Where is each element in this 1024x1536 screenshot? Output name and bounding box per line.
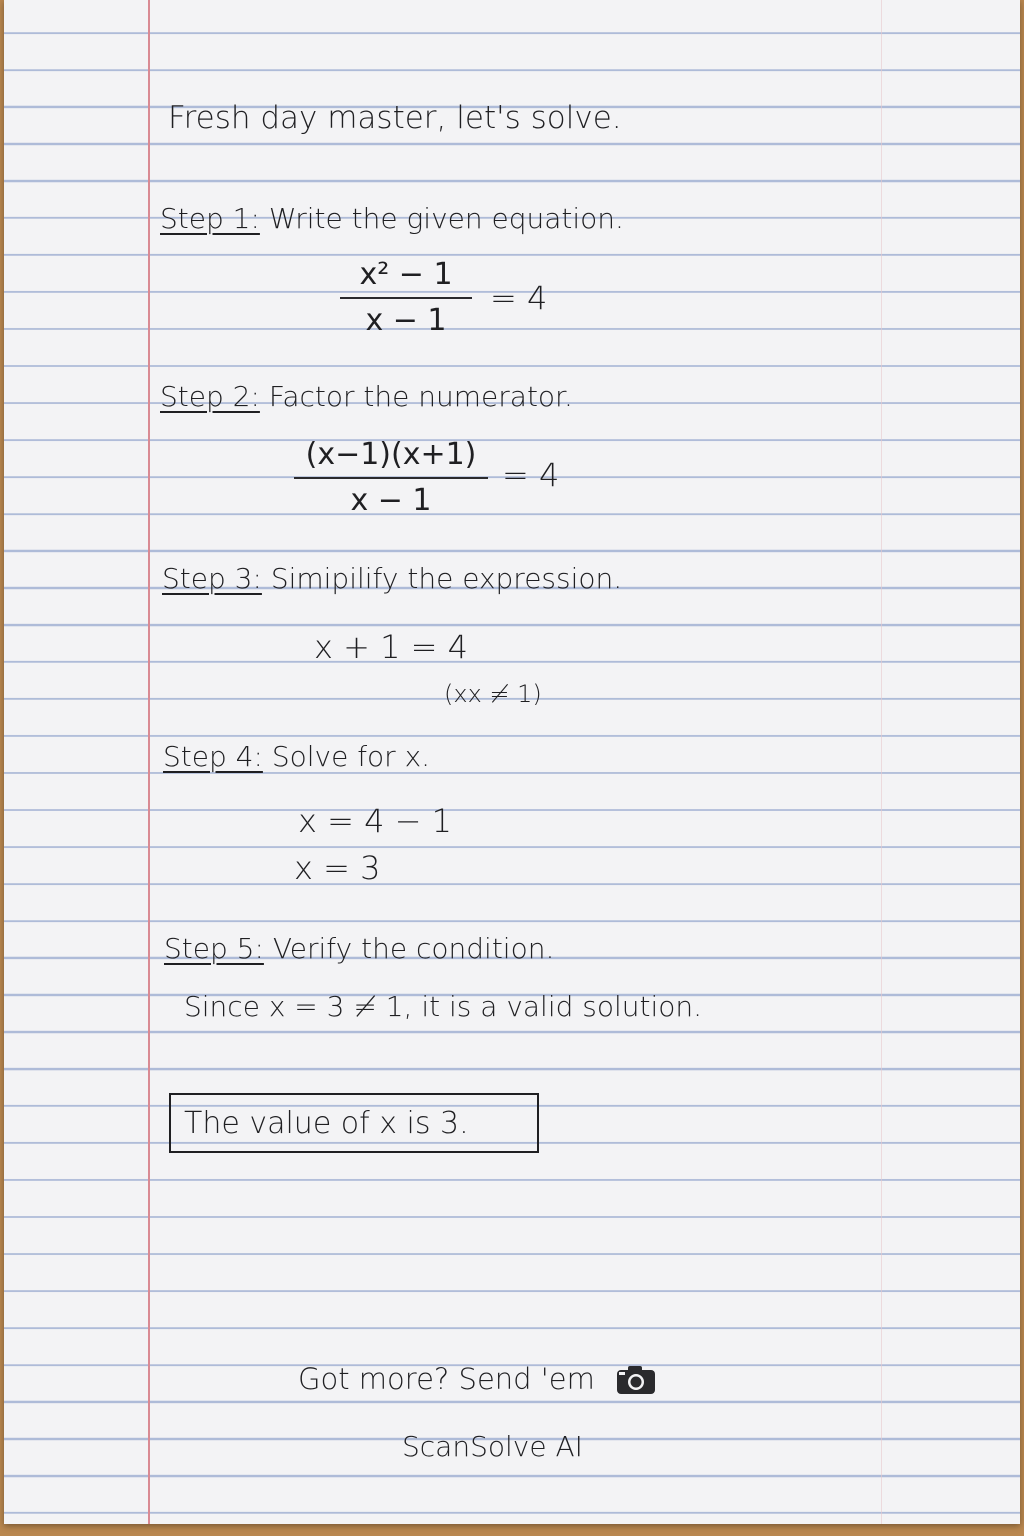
step-2-heading <box>160 380 573 413</box>
step-5-line: Since x = 3 ≠ 1, it is a valid solution. <box>184 990 703 1023</box>
step-1-text: Write the given equation. <box>268 202 624 235</box>
step-2-rhs: = 4 <box>502 456 560 494</box>
brand-name: ScanSolve AI <box>402 1430 583 1463</box>
camera-icon <box>616 1365 656 1395</box>
step-2-denominator: x − 1 <box>350 483 432 518</box>
step-5-label: Step 5: <box>164 932 264 965</box>
step-1-numerator: x² − 1 <box>359 257 453 292</box>
step-2-fraction <box>294 436 488 520</box>
step-3-equation: x + 1 = 4 <box>314 628 468 666</box>
step-3-note: (xx ≠ 1) <box>444 680 542 708</box>
step-1-denominator: x − 1 <box>365 303 447 338</box>
step-2-label: Step 2: <box>160 380 260 413</box>
step-4-heading <box>163 740 430 773</box>
step-3-heading <box>162 562 622 595</box>
step-1-label: Step 1: <box>160 202 260 235</box>
footer-prompt: Got more? Send 'em <box>298 1362 595 1396</box>
greeting: Fresh day master, let's solve. <box>168 100 622 136</box>
step-1-heading <box>160 202 624 235</box>
answer-text: The value of x is 3. <box>184 1106 469 1141</box>
step-3-text: Simipilify the expression. <box>270 562 623 595</box>
step-5-heading <box>164 932 554 965</box>
step-4-text: Solve for x. <box>271 740 431 773</box>
step-2-text: Factor the numerator. <box>268 380 573 413</box>
step-3-label: Step 3: <box>162 562 262 595</box>
step-1-fraction <box>340 256 472 340</box>
step-4-label: Step 4: <box>163 740 263 773</box>
margin-line <box>148 0 150 1524</box>
fraction-bar <box>340 297 472 299</box>
right-margin-line <box>881 0 882 1524</box>
fraction-bar <box>294 477 488 479</box>
step-1-rhs: = 4 <box>490 279 548 317</box>
step-5-text: Verify the condition. <box>272 932 555 965</box>
step-4-line-1: x = 4 − 1 <box>298 802 452 840</box>
step-2-numerator: (x−1)(x+1) <box>305 437 477 472</box>
step-4-line-2: x = 3 <box>294 849 381 887</box>
notebook-paper <box>4 0 1020 1524</box>
